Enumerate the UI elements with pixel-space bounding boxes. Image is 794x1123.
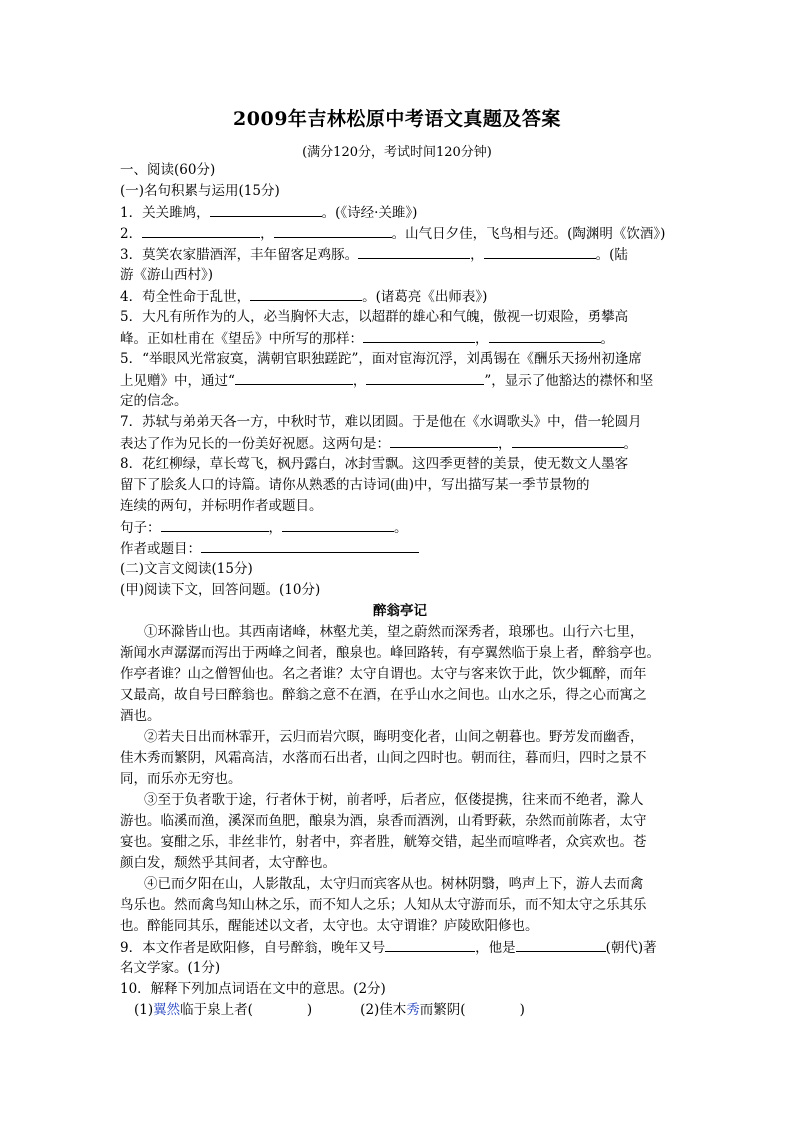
exam-subtitle: (满分120分，考试时间120分钟) xyxy=(302,145,492,160)
document-body xyxy=(120,160,680,1021)
question-1: 1．关关雎鸠， 。(《诗经·关雎》) xyxy=(120,202,680,223)
page-title: 2009年吉林松原中考语文真题及答案 xyxy=(233,108,561,130)
subsection-instruction: (甲)阅读下文，回答问题。(10分) xyxy=(120,582,321,598)
passage-line: 渐闻水声潺潺而泻出于两峰之间者，酿泉也。峰回路转，有亭翼然临于泉上者，醉翁亭也。 xyxy=(120,645,660,661)
passage-line: 也。醉能同其乐，醒能述以文者，太守也。太守谓谁？庐陵欧阳修也。 xyxy=(120,918,539,934)
answer-blank[interactable] xyxy=(516,937,606,952)
answer-blank[interactable] xyxy=(250,286,362,301)
question-9-cont: 名文学家。(1分) xyxy=(120,960,221,976)
passage-line: 同，而乐亦无穷也。 xyxy=(120,771,242,787)
question-5a-cont: 峰。正如杜甫在《望岳》中所写的那样： ， 。 xyxy=(120,328,680,349)
question-10: 10．解释下列加点词语在文中的意思。(2分) xyxy=(120,981,386,997)
answer-blank[interactable] xyxy=(484,244,596,259)
highlighted-word: 翼然 xyxy=(153,1002,181,1018)
passage-line: 颜白发，颓然乎其间者，太守醉也。 xyxy=(120,855,336,871)
question-5b: 5．“举眼风光常寂寞，满朝官职独蹉跎”，面对宦海沉浮，刘禹锡在《酬乐天扬州初逢席 xyxy=(120,351,642,367)
section-heading: 一、阅读(60分) xyxy=(120,162,216,178)
question-8: 8．花红柳绿，草长莺飞，枫丹露白，冰封雪飘。这四季更替的美景，使无数文人墨客 xyxy=(120,456,629,472)
answer-blank[interactable] xyxy=(201,538,419,553)
answer-blank[interactable] xyxy=(385,937,475,952)
passage-line: ③至于负者歌于途，行者休于树，前者呼，后者应，伛偻提携，往来而不绝者，滁人 xyxy=(144,792,644,808)
passage-line: ①环滁皆山也。其西南诸峰，林壑尤美，望之蔚然而深秀者，琅琊也。山行六七里， xyxy=(144,624,644,640)
passage-line: 作亭者谁？山之僧智仙也。名之者谁？太守自谓也。太守与客来饮于此，饮少辄醉，而年 xyxy=(120,666,647,682)
passage-title: 醉翁亭记 xyxy=(373,603,427,619)
passage-line: 佳木秀而繁阴，风霜高洁，水落而石出者，山间之四时也。朝而往，暮而归，四时之景不 xyxy=(120,750,647,766)
answer-blank[interactable] xyxy=(161,517,269,532)
passage-line: 宴也。宴酣之乐，非丝非竹，射者中，弈者胜，觥筹交错，起坐而喧哗者，众宾欢也。苍 xyxy=(120,834,647,850)
answer-blank[interactable] xyxy=(282,517,394,532)
answer-blank[interactable] xyxy=(142,223,260,238)
question-3-cont: 游《游山西村》) xyxy=(120,267,214,283)
question-3: 3．莫笑农家腊酒浑，丰年留客足鸡豚。 ， 。(陆 xyxy=(120,244,680,265)
question-4: 4．苟全性命于乱世， 。(诸葛亮《出师表》) xyxy=(120,286,680,307)
question-7: 7．苏轼与弟弟天各一方，中秋时节，难以团圆。于是他在《水调歌头》中，借一轮圆月 xyxy=(120,414,642,430)
question-5b-cont: 上见赠》中，通过“ ， ”，显示了他豁达的襟怀和坚 xyxy=(120,370,680,391)
question-5a: 5．大凡有所作为的人，必当胸怀大志，以超群的雄心和气魄，傲视一切艰险，勇攀高 xyxy=(120,309,629,325)
passage-line: 酒也。 xyxy=(120,708,161,724)
answer-blank[interactable] xyxy=(358,244,470,259)
passage-line: ④已而夕阳在山，人影散乱，太守归而宾客从也。树林阴翳，鸣声上下，游人去而禽 xyxy=(144,876,644,892)
answer-blank[interactable] xyxy=(390,433,498,448)
answer-blank[interactable] xyxy=(235,370,353,385)
question-8-cont: 留下了脍炙人口的诗篇。请你从熟悉的古诗词(曲)中，写出描写某一季节景物的 xyxy=(120,477,590,493)
question-9: 9．本文作者是欧阳修，自号醉翁，晚年又号 ，他是 (朝代)著 xyxy=(120,937,680,958)
passage-line: 鸟乐也。然而禽鸟知山林之乐，而不知人之乐；人知从太守游而乐，而不知太守之乐其乐 xyxy=(120,897,647,913)
answer-blank[interactable] xyxy=(512,433,624,448)
question-8-author: 作者或题目： xyxy=(120,538,680,559)
answer-blank[interactable] xyxy=(366,370,484,385)
question-8-sentence: 句子： ， 。 xyxy=(120,517,680,538)
answer-blank[interactable] xyxy=(489,328,601,343)
subsection-heading: (一)名句积累与运用(15分) xyxy=(120,183,280,199)
answer-blank[interactable] xyxy=(210,202,322,217)
subsection-heading: (二)文言文阅读(15分) xyxy=(120,561,253,577)
question-2: 2． ， 。山气日夕佳，飞鸟相与还。(陶渊明《饮酒》) xyxy=(120,223,680,244)
answer-blank[interactable] xyxy=(274,223,392,238)
passage-line: ②若夫日出而林霏开，云归而岩穴暝，晦明变化者，山间之朝暮也。野芳发而幽香， xyxy=(144,729,644,745)
answer-blank[interactable] xyxy=(363,328,475,343)
passage-line: 又最高，故自号曰醉翁也。醉翁之意不在酒，在乎山水之间也。山水之乐，得之心而寓之 xyxy=(120,687,647,703)
highlighted-word: 秀 xyxy=(406,1002,420,1018)
passage-line: 游也。临溪而渔，溪深而鱼肥，酿泉为酒，泉香而酒洌，山肴野蔌，杂然而前陈者，太守 xyxy=(120,813,647,829)
question-8-cont2: 连续的两句，并标明作者或题目。 xyxy=(120,498,323,514)
question-7-cont: 表达了作为兄长的一份美好祝愿。这两句是： ， 。 xyxy=(120,433,680,454)
question-5b-end: 定的信念。 xyxy=(120,393,188,409)
question-10-items: (1)翼然临于泉上者( ) (2)佳木秀而繁阴( ) xyxy=(134,1002,525,1018)
